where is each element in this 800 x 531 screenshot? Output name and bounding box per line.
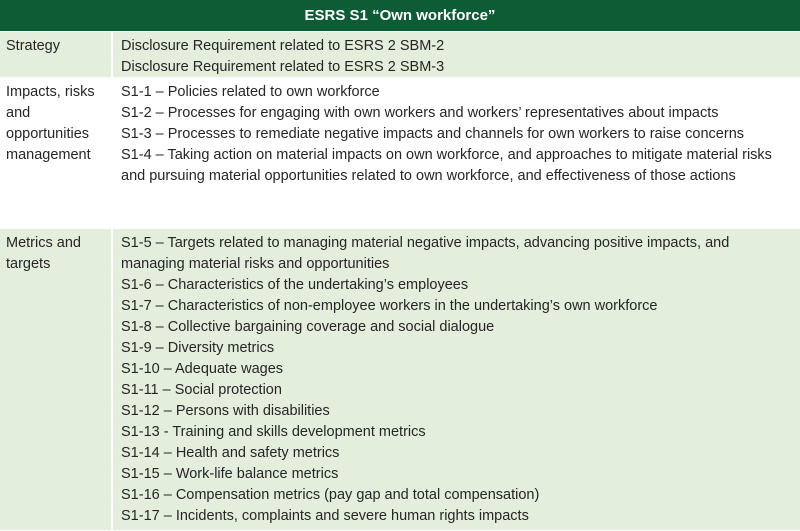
list-item: S1-6 – Characteristics of the undertaking’s employees (121, 277, 469, 293)
list-item: S1-16 – Compensation metrics (pay gap and total compensation) (121, 487, 540, 503)
list-item: S1-14 – Health and safety metrics (121, 445, 340, 461)
row-label: Impacts, risks and opportunities management (0, 78, 113, 228)
list-item: S1-2 – Processes for engaging with own workers and workers’ representatives about impacts (121, 105, 719, 121)
list-item: S1-9 – Diversity metrics (121, 340, 275, 356)
list-item: Disclosure Requirement related to ESRS 2 SBM-2 (121, 38, 445, 54)
table-row-metrics-targets (0, 229, 800, 531)
list-item: S1-12 – Persons with disabilities (121, 403, 330, 419)
list-item: S1-15 – Work-life balance metrics (121, 466, 339, 482)
list-item: S1-10 – Adequate wages (121, 361, 284, 377)
table-title: ESRS S1 “Own workforce” (0, 0, 800, 32)
list-item: S1-11 – Social protection (121, 382, 282, 398)
row-content (113, 78, 800, 228)
list-item: S1-5 – Targets related to managing material negative impacts, advancing positive impacts, and managing material risks and opportunities (121, 235, 730, 272)
table-row-strategy (0, 32, 800, 78)
list-item: S1-4 – Taking action on material impacts on own workforce, and approaches to mitigate material risks and pursuing material opportunities related to own workforce, and effectiveness of those actions (121, 147, 772, 184)
list-item: S1-8 – Collective bargaining coverage and social dialogue (121, 319, 495, 335)
list-item: S1-17 – Incidents, complaints and severe human rights impacts (121, 508, 529, 524)
row-label: Metrics and targets (0, 229, 113, 530)
row-content (113, 229, 800, 530)
row-label: Strategy (0, 32, 113, 77)
list-item: Disclosure Requirement related to ESRS 2 SBM-3 (121, 59, 445, 75)
table-row-iro-management (0, 78, 800, 229)
list-item: S1-7 – Characteristics of non-employee workers in the undertaking’s own workforce (121, 298, 658, 314)
list-item: S1-1 – Policies related to own workforce (121, 84, 380, 100)
row-content (113, 32, 800, 77)
list-item: S1-3 – Processes to remediate negative impacts and channels for own workers to raise concerns (121, 126, 745, 142)
list-item: S1-13 - Training and skills development metrics (121, 424, 426, 440)
